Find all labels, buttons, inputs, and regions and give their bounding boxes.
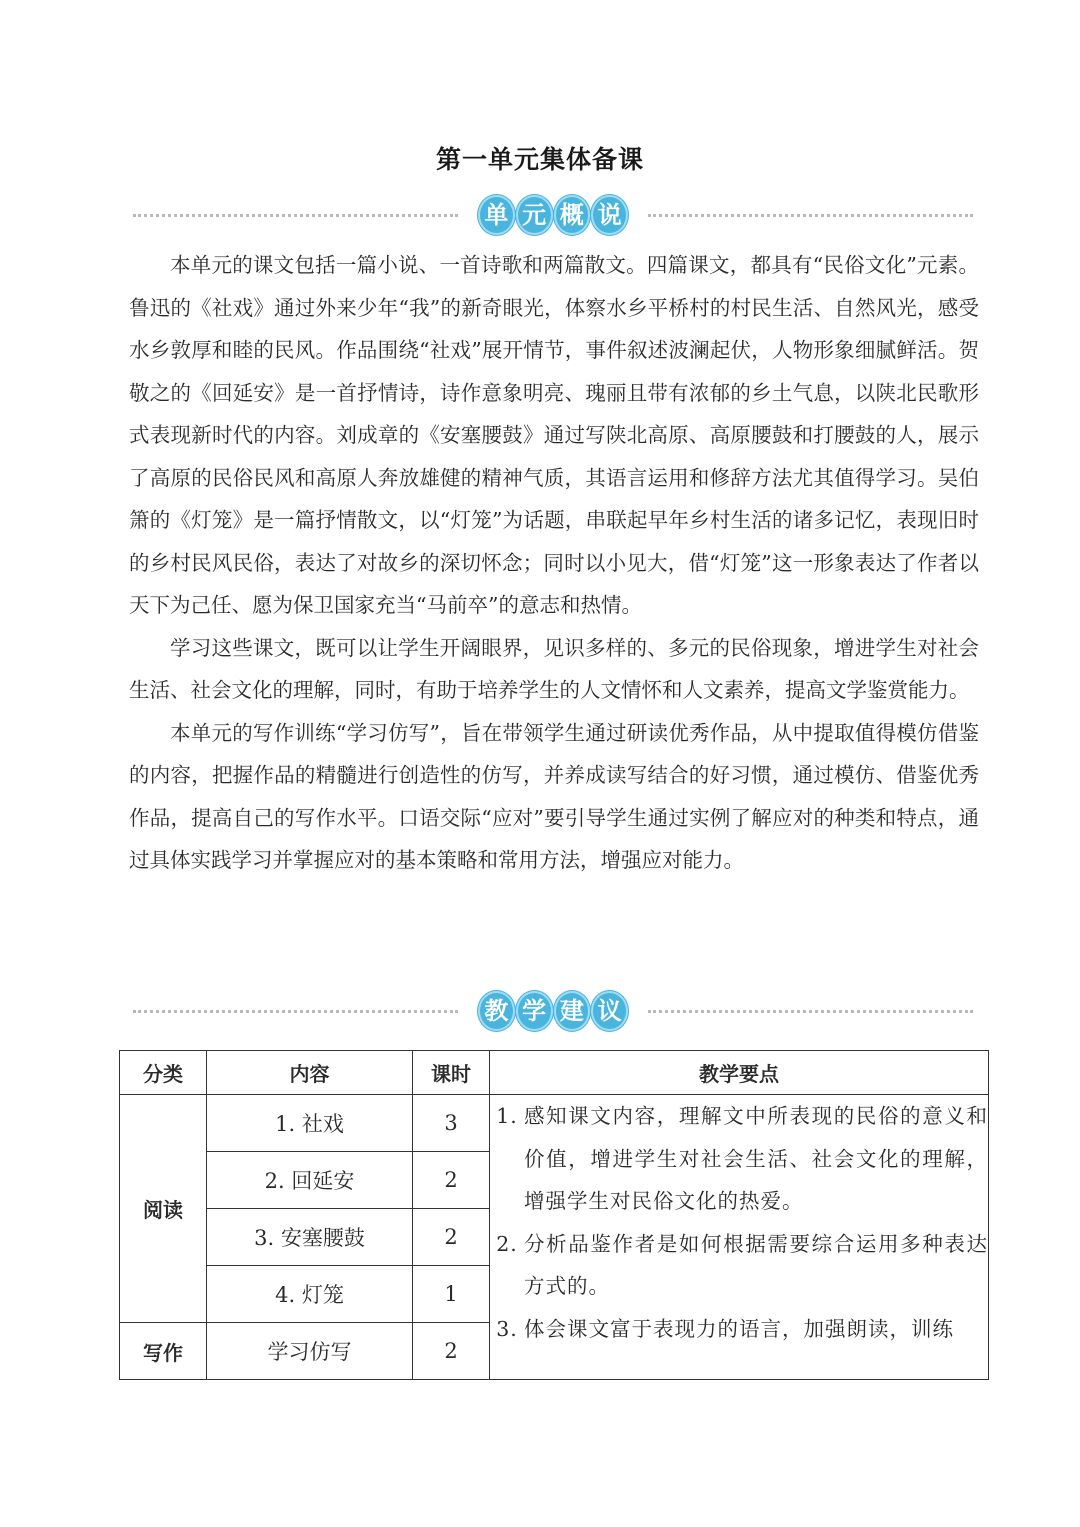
key-point-text: 分析品鉴作者是如何根据需要综合运用多种表达方式的。 — [524, 1231, 988, 1298]
lesson-content: 3. 安塞腰鼓 — [207, 1209, 413, 1266]
lesson-content: 4. 灯笼 — [207, 1266, 413, 1323]
lesson-content: 2. 回延安 — [207, 1152, 413, 1209]
suggestions-section-header — [133, 988, 973, 1034]
header-char: 学 — [516, 991, 553, 1031]
key-point — [490, 1095, 988, 1223]
lesson-hours: 3 — [413, 1095, 490, 1152]
header-char: 单 — [478, 195, 515, 235]
key-point-text: 体会课文富于表现力的语言，加强朗读，训练 — [524, 1316, 954, 1341]
key-point-number: 3. — [496, 1316, 518, 1341]
table-header-row — [120, 1051, 989, 1095]
lesson-content: 学习仿写 — [207, 1323, 413, 1380]
header-hours: 课时 — [413, 1051, 490, 1095]
lesson-hours: 2 — [413, 1323, 490, 1380]
lesson-hours: 2 — [413, 1152, 490, 1209]
teaching-plan-table — [119, 1050, 989, 1380]
dotted-divider-left — [133, 1010, 458, 1013]
category-reading: 阅读 — [120, 1095, 207, 1323]
header-char: 议 — [591, 991, 628, 1031]
key-points-cell — [490, 1095, 989, 1380]
header-key-points: 教学要点 — [490, 1051, 989, 1095]
dotted-divider-right — [648, 1010, 973, 1013]
header-char: 概 — [554, 195, 591, 235]
page-title: 第一单元集体备课 — [435, 145, 644, 174]
header-category: 分类 — [120, 1051, 207, 1095]
header-char: 建 — [554, 991, 591, 1031]
category-writing: 写作 — [120, 1323, 207, 1380]
header-char: 元 — [516, 195, 553, 235]
lesson-content: 1. 社戏 — [207, 1095, 413, 1152]
key-point-number: 1. — [496, 1104, 518, 1128]
lesson-hours: 1 — [413, 1266, 490, 1323]
overview-body — [129, 244, 979, 882]
paragraph: 学习这些课文，既可以让学生开阔眼界，见识多样的、多元的民俗现象，增进学生对社会生活、社会文化的理解，同时，有助于培养学生的人文情怀和人文素养，提高文学鉴赏能力。 — [129, 635, 979, 702]
section-badges — [478, 192, 628, 238]
dotted-divider-left — [133, 214, 458, 217]
key-point — [490, 1308, 988, 1351]
lesson-hours: 2 — [413, 1209, 490, 1266]
dotted-divider-right — [648, 214, 973, 217]
key-point-text: 感知课文内容，理解文中所表现的民俗的意义和价值，增进学生对社会生活、社会文化的理解，增强学生对民俗文化的热爱。 — [524, 1104, 988, 1213]
overview-section-header — [133, 192, 973, 238]
header-content: 内容 — [207, 1051, 413, 1095]
header-char: 说 — [591, 195, 628, 235]
paragraph: 本单元的课文包括一篇小说、一首诗歌和两篇散文。四篇课文，都具有“民俗文化”元素。鲁迅的《社戏》通过外来少年“我”的新奇眼光，体察水乡平桥村的村民生活、自然风光，感受水乡敦厚和睦的民风。作品围绕“社戏”展开情节，事件叙述波澜起伏，人物形象细腻鲜活。贺敬之的《回延安》是一首抒情诗，诗作意象明亮、瑰丽且带有浓郁的乡土气息，以陕北民歌形式表现新时代的内容。刘成章的《安塞腰鼓》通过写陕北高原、高原腰鼓和打腰鼓的人，展示了高原的民俗民风和高原人奔放雄健的精神气质，其语言运用和修辞方法尤其值得学习。吴伯箫的《灯笼》是一篇抒情散文，以“灯笼”为话题，串联起早年乡村生活的诸多记忆，表现旧时的乡村民风民俗，表达了对故乡的深切怀念；同时以小见大，借“灯笼”这一形象表达了作者以天下为己任、愿为保卫国家充当“马前卒”的意志和热情。 — [129, 253, 979, 617]
key-point — [490, 1223, 988, 1308]
key-point-number: 2. — [496, 1231, 518, 1256]
header-char: 教 — [478, 991, 515, 1031]
paragraph: 本单元的写作训练“学习仿写”，旨在带领学生通过研读优秀作品，从中提取值得模仿借鉴的内容，把握作品的精髓进行创造性的仿写，并养成读写结合的好习惯，通过模仿、借鉴优秀作品，提高自己的写作水平。口语交际“应对”要引导学生通过实例了解应对的种类和特点，通过具体实践学习并掌握应对的基本策略和常用方法，增强应对能力。 — [129, 720, 979, 872]
section-badges — [478, 988, 628, 1034]
table-row — [120, 1095, 989, 1152]
